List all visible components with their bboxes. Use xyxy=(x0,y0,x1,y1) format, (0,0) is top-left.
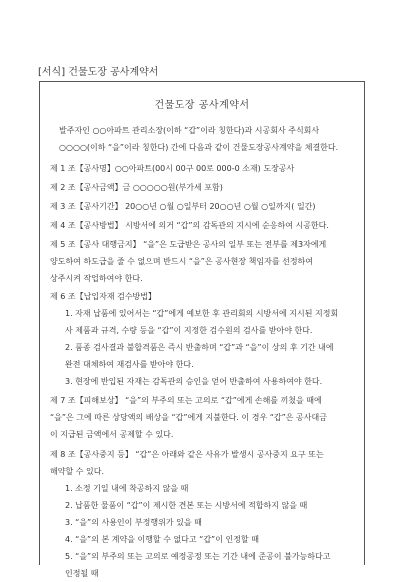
article-8-item-5-line-2: 인정될 때 xyxy=(65,569,99,578)
article-6-item-2-line-2: 완전 대체하여 재검사를 받아야 한다. xyxy=(65,360,194,369)
article-8-line-2: 해약할 수 있다. xyxy=(50,467,104,476)
document-title: 건물도장 공사계약서 xyxy=(154,100,250,111)
article-6-item-3: 3. 현장에 반입된 자재는 감독관의 승인을 얻어 반출하여 사용하여야 한다. xyxy=(65,377,323,386)
article-2: 제 2 조【공사금액】금 ○○○○○원(부가세 포함) xyxy=(50,183,223,192)
form-label: [서식] 건물도장 공사계약서 xyxy=(38,67,159,78)
article-4: 제 4 조【공사방법】 시방서에 의거 “갑”의 감독관의 지시에 순응하여 시공한다. xyxy=(50,221,329,230)
article-6-item-1-line-1: 1. 자재 납품에 있어서는 “갑”에게 예보한 후 관리회의 시방서에 지시된 지정회 xyxy=(65,309,339,318)
article-1: 제 1 조【공사명】○○아파트(00시 00구 00로 000-0 소재) 도장공사 xyxy=(50,164,295,173)
article-3: 제 3 조【공사기간】 20○○년 ○월 ○일부터 20○○년 ○월 ○일까지( 일간) xyxy=(50,202,316,211)
article-5-line-3: 상주시켜 작업하여야 한다. xyxy=(50,274,143,283)
intro-paragraph: 발주자인 ○○아파트 관리소장(이하 “갑”이라 칭한다)과 시공회사 주식회사 ○○○○(이하 “을”이라 칭한다) 간에 다음과 같이 건물도장공사계약을 체결한다. xyxy=(59,126,339,152)
contract-frame xyxy=(39,81,365,578)
article-6-item-2-line-1: 2. 품종 검사결과 불합격품은 즉시 반출하며 “갑”과 “을”이 상의 후 기간 내에 xyxy=(65,343,334,352)
article-7-line-1: 제 7 조【피해보상】 “을”의 부주의 또는 고의로 “갑”에게 손해를 끼쳤을 때에 xyxy=(50,396,322,405)
article-5-line-2: 양도하여 하도급을 줄 수 없으며 반드시 “을”은 공사현장 책임자를 선정하여 xyxy=(50,257,314,266)
article-8-line-1: 제 8 조【공사중지 등】 “갑”은 아래와 같은 사유가 발생시 공사중지 요구 또는 xyxy=(50,450,324,459)
article-7-line-3: 이 지급된 금액에서 공제할 수 있다. xyxy=(50,430,174,439)
article-8-item-2: 2. 납품한 물품이 “갑”이 제시한 견본 또는 시방서에 적합하지 않을 때 xyxy=(65,501,308,510)
article-5-line-1: 제 5 조【공사 대행금지】 “을”은 도급받은 공사의 일부 또는 전부를 제3자에게 xyxy=(50,240,327,249)
article-6-heading: 제 6 조【납입자재 검수방법】 xyxy=(50,292,156,301)
article-8-item-4: 4. “을”의 본 계약을 이행할 수 없다고 “갑”이 인정할 때 xyxy=(65,535,259,544)
article-6-item-1-line-2: 사 제품과 규격, 수량 등을 “갑”이 지정한 검수원의 검사를 받아야 한다. xyxy=(65,326,313,335)
article-8-item-1: 1. 소정 기일 내에 착공하지 않을 때 xyxy=(65,484,189,493)
article-7-line-2: “을”은 그에 따른 상당액의 배상을 “갑”에게 지불한다. 이 경우 “갑”은 공사대금 xyxy=(50,413,327,422)
article-8-item-3: 3. “을”의 사용인이 부정행위가 있을 때 xyxy=(65,518,202,527)
article-8-item-5-line-1: 5. “을”의 부주의 또는 고의로 예정공정 또는 기간 내에 준공이 불가능하다고 xyxy=(65,552,331,561)
